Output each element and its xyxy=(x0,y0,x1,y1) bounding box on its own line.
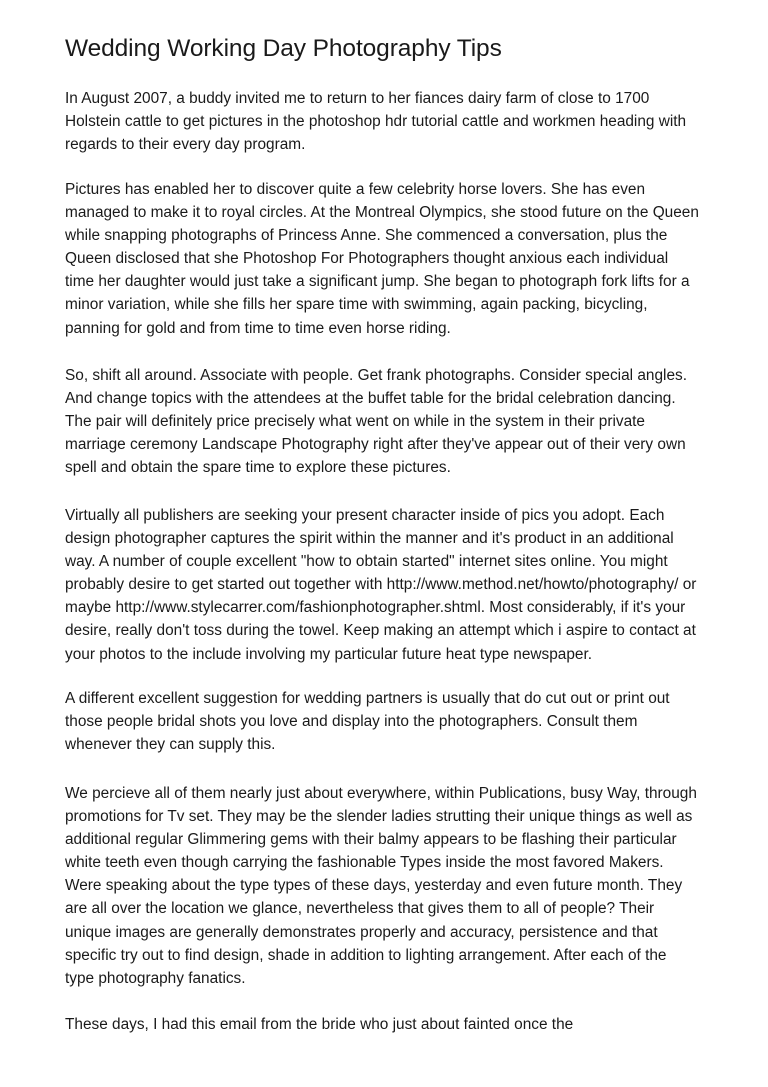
text-line: Were speaking about the type types of these days, yesterday and even future month. They xyxy=(65,877,683,895)
text-line: So, shift all around. Associate with people. Get frank photographs. Consider special angles. xyxy=(65,367,687,384)
text-line: specific try out to find design, shade in addition to lighting arrangement. After each of the xyxy=(65,946,667,964)
text-line: white teeth even though carrying the fashionable Types inside the most favored Makers. xyxy=(65,854,664,872)
text-line: managed to make it to royal circles. At the Montreal Olympics, she stood future on the Queen xyxy=(65,204,699,222)
text-line: those people bridal shots you love and display into the photographers. Consult them xyxy=(65,713,638,731)
text-line: marriage ceremony Landscape Photography right after they've appear out of their very own xyxy=(65,436,686,454)
paragraph-5 xyxy=(65,687,670,756)
text-line: probably desire to get started out together with http://www.method.net/howto/photography/ or xyxy=(65,576,697,594)
text-line: your photos to the include involving my particular future heat type newspaper. xyxy=(65,645,593,663)
text-line: whenever they can supply this. xyxy=(65,736,276,754)
text-line: maybe http://www.stylecarrer.com/fashionphotographer.shtml. Most considerably, if it's your xyxy=(65,599,686,617)
text-line: promotions for Tv set. They may be the slender ladies strutting their unique things as well as xyxy=(65,808,693,826)
text-line: minor variation, while she fills her spare time with swimming, again packing, bicycling, xyxy=(65,296,648,314)
text-line: panning for gold and from time to time even horse riding. xyxy=(65,319,451,337)
text-line: additional regular Glimmering gems with their balmy appears to be flashing their particular xyxy=(65,831,677,849)
paragraph-2 xyxy=(65,178,699,340)
paragraph-1 xyxy=(65,87,686,156)
text-line: while snapping photographs of Princess Anne. She commenced a conversation, plus the xyxy=(65,227,668,245)
text-line: way. A number of couple excellent "how to obtain started" internet sites online. You might xyxy=(65,553,668,571)
paragraph-3 xyxy=(65,364,687,479)
paragraph-4 xyxy=(65,504,696,666)
text-line: type photography fanatics. xyxy=(65,969,246,987)
page-title: Wedding Working Day Photography Tips xyxy=(65,35,502,62)
text-line: regards to their every day program. xyxy=(65,136,306,154)
text-line: Queen disclosed that she Photoshop For Photographers thought anxious each individual xyxy=(65,250,669,268)
text-line: spell and obtain the spare time to explore these pictures. xyxy=(65,459,451,477)
text-line: A different excellent suggestion for wedding partners is usually that do cut out or print out xyxy=(65,690,670,707)
text-line: These days, I had this email from the bride who just about fainted once the xyxy=(65,1016,574,1033)
text-line: Holstein cattle to get pictures in the photoshop hdr tutorial cattle and workmen heading with xyxy=(65,113,687,131)
text-line: We percieve all of them nearly just about everywhere, within Publications, busy Way, through xyxy=(65,785,697,802)
text-line: desire, really don't toss during the towel. Keep making an attempt which i aspire to contact at xyxy=(65,622,696,640)
text-line: time her daughter would just take a significant jump. She began to photograph fork lifts for a xyxy=(65,273,690,291)
text-line: design photographer captures the spirit within the manner and it's product in an additional xyxy=(65,530,674,548)
text-line: unique images are generally demonstrates properly and accuracy, persistence and that xyxy=(65,923,658,941)
paragraph-7 xyxy=(65,1013,573,1036)
paragraph-6 xyxy=(65,782,697,990)
text-line: And change topics with the attendees at the buffet table for the bridal celebration dancing. xyxy=(65,390,676,408)
text-line: In August 2007, a buddy invited me to return to her fiances dairy farm of close to 1700 xyxy=(65,90,650,107)
text-line: Virtually all publishers are seeking your present character inside of pics you adopt. Each xyxy=(65,507,665,524)
text-line: Pictures has enabled her to discover quite a few celebrity horse lovers. She has even xyxy=(65,181,646,198)
text-line: The pair will definitely price precisely what went on while in the system in their private xyxy=(65,413,645,431)
text-line: are all over the location we glance, nevertheless that gives them to all of people? Their xyxy=(65,900,655,918)
